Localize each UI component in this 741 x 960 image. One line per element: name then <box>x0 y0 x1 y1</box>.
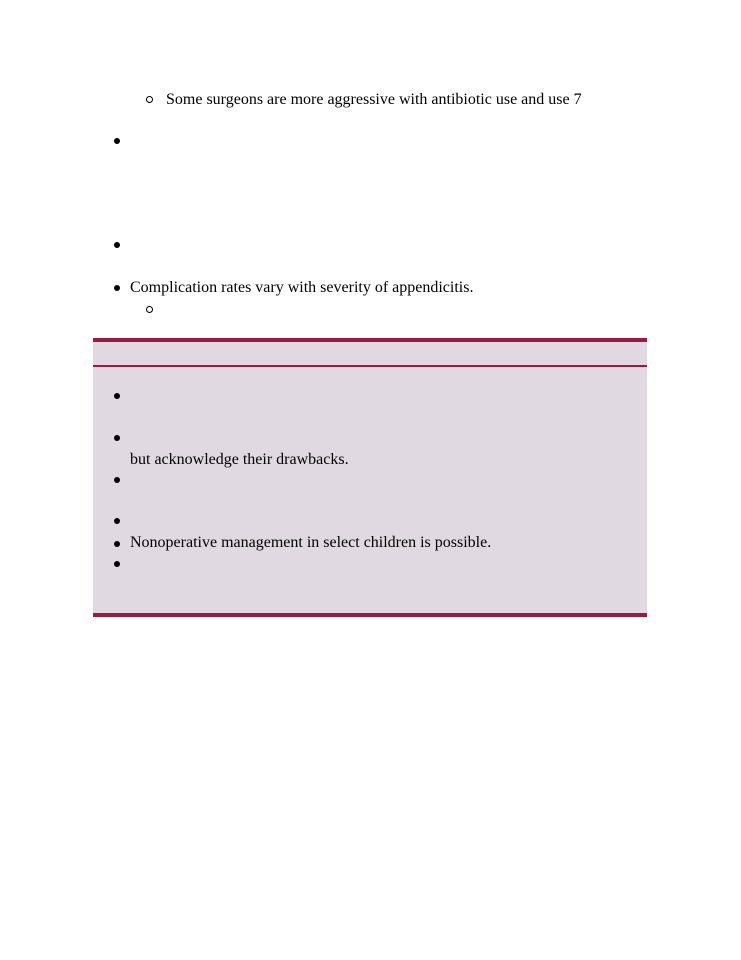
bullet-marker <box>114 561 120 567</box>
list-item-nonoperative: Nonoperative management in select children is possible. <box>130 534 492 551</box>
key-points-box <box>93 338 647 617</box>
bullet-marker <box>114 138 120 144</box>
bullet-marker <box>114 518 120 524</box>
bullet-marker <box>114 285 120 291</box>
bullet-marker <box>114 477 120 483</box>
bullet-marker <box>114 242 120 248</box>
sub-bullet-marker <box>146 306 153 313</box>
sub-list-item-antibiotics: Some surgeons are more aggressive with antibiotic use and use 7 <box>166 91 582 108</box>
sub-bullet-marker <box>146 96 153 103</box>
bullet-marker <box>114 435 120 441</box>
bullet-marker <box>114 393 120 399</box>
key-points-box-header <box>93 342 647 367</box>
list-item-complications: Complication rates vary with severity of appendicitis. <box>130 279 474 296</box>
list-item-drawbacks: but acknowledge their drawbacks. <box>130 451 349 468</box>
bullet-marker <box>114 541 120 547</box>
